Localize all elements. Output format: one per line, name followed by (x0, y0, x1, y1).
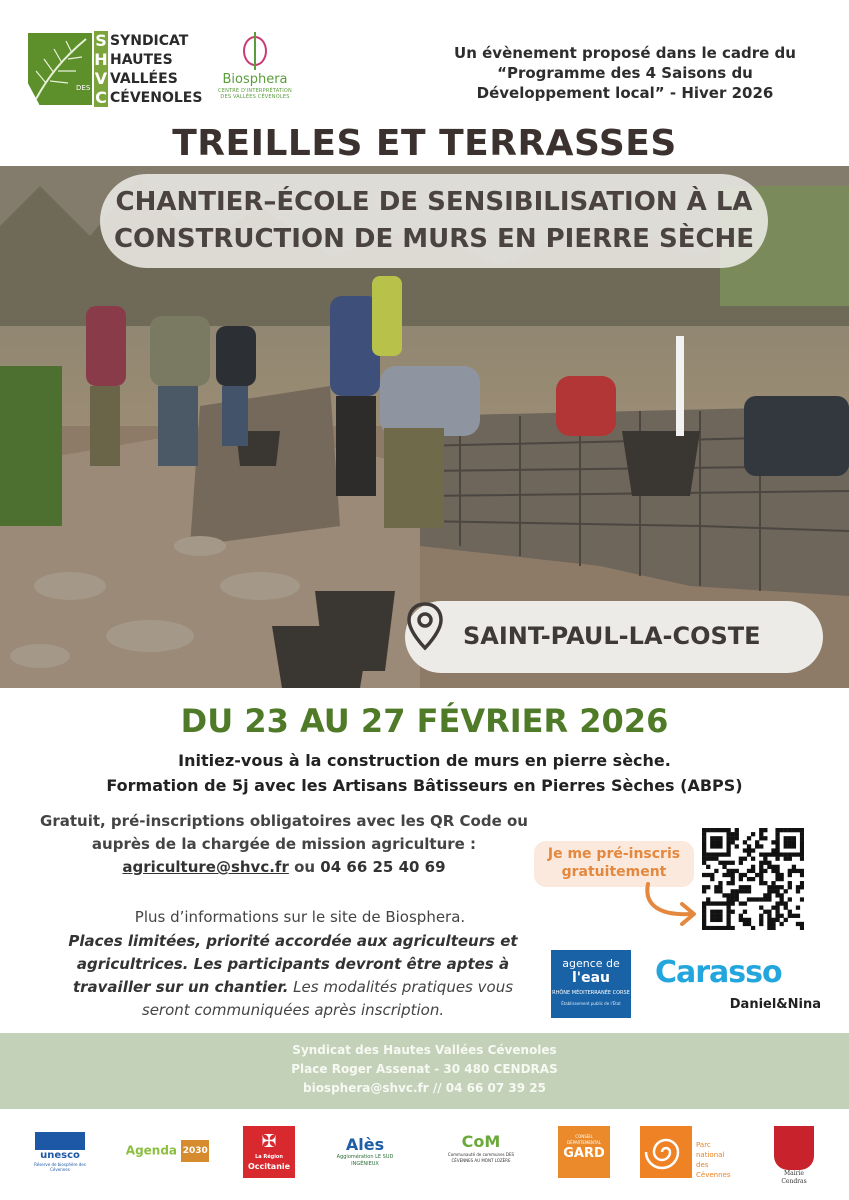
footer-org: Syndicat des Hautes Vallées Cévenoles (292, 1043, 557, 1057)
shvc-letter: V (94, 69, 108, 88)
comcom-name: CoM (461, 1132, 501, 1151)
gard-name: GARD (563, 1146, 605, 1161)
footer-address: Place Roger Assenat - 30 480 CENDRAS (291, 1062, 558, 1076)
shvc-word: SYNDICAT (110, 33, 189, 49)
map-pin-icon (405, 601, 445, 651)
biosphera-icon (240, 30, 270, 70)
agenda-badge: 2030 (181, 1140, 209, 1162)
intro-line: Initiez-vous à la construction de murs en pierre sèche. (178, 751, 671, 770)
ales-name: Alès (345, 1135, 385, 1154)
shvc-word: HAUTES (110, 52, 173, 68)
more-info: Plus d’informations sur le site de Biosphera. (134, 908, 466, 926)
shvc-letter: S (95, 31, 107, 50)
carasso-sub: Daniel&Nina (729, 997, 821, 1012)
agenda-name: Agenda (125, 1143, 178, 1158)
partner-logos (0, 1122, 849, 1186)
comcom-sub: Communauté de communes DES CÉVENNES AU MONT LOZÈRE (447, 1152, 515, 1163)
agence-line: l'eau (572, 970, 610, 986)
shvc-letters (94, 31, 108, 107)
places-italic: seront communiquées après inscription. (141, 1001, 445, 1019)
shvc-logo (28, 31, 203, 107)
occitanie-name: Occitanie (247, 1162, 291, 1171)
event-note (445, 43, 805, 103)
agence-de-leau-logo (551, 950, 631, 1018)
phone-number[interactable]: 04 66 25 40 69 (320, 858, 446, 876)
occitanie-pre: La Région (255, 1154, 283, 1160)
ales-agglomeration-logo (330, 1126, 400, 1178)
curved-arrow-icon (640, 882, 700, 926)
parc-national-cevennes-logo (640, 1126, 740, 1178)
biosphera-logo (210, 30, 300, 110)
pnc-line: Parc national (696, 1141, 725, 1159)
coat-of-arms-icon (774, 1126, 814, 1170)
subtitle-banner (100, 174, 768, 268)
qr-code-icon[interactable] (702, 828, 804, 930)
event-note-line: Développement local” - Hiver 2026 (476, 84, 774, 102)
shvc-word: CÉVENOLES (110, 90, 203, 106)
occitanie-logo (243, 1126, 295, 1178)
signup-callout-line: gratuitement (561, 864, 667, 880)
spiral-icon (640, 1126, 692, 1178)
biosphera-subtitle: CENTRE D'INTERPRÉTATION (218, 88, 292, 94)
carasso-name: Carasso (655, 955, 782, 990)
location-name: SAINT-PAUL-LA-COSTE (463, 622, 761, 650)
places-note (28, 930, 558, 1022)
registration-line: Gratuit, pré-inscriptions obligatoires avec les QR Code ou (40, 812, 528, 830)
unesco-logo (30, 1126, 90, 1178)
agenda-2030-logo (120, 1126, 215, 1178)
agence-line: Établissement public de l'État (561, 1001, 621, 1006)
mairie-cendras-logo (772, 1126, 816, 1185)
places-italic: Les modalités pratiques vous (288, 978, 514, 996)
event-note-line: Un évènement proposé dans le cadre du (454, 44, 796, 62)
unesco-name: unesco (40, 1150, 80, 1161)
registration-line: auprès de la chargée de mission agriculture : (91, 835, 477, 853)
email-joiner: ou (288, 858, 321, 876)
event-dates: DU 23 AU 27 FÉVRIER 2026 (180, 702, 669, 740)
shvc-letter: C (95, 88, 107, 107)
biosphera-name: Biosphera (222, 72, 288, 87)
occitan-cross-icon: ✠ (261, 1131, 277, 1152)
subtitle-line: CONSTRUCTION DE MURS EN PIERRE SÈCHE (113, 224, 755, 254)
worksite-photo (0, 166, 849, 688)
leaf-icon (28, 33, 92, 105)
agence-line: RHÔNE MÉDITERRANÉE CORSE (552, 990, 630, 996)
gard-logo (558, 1126, 610, 1178)
carasso-logo (655, 955, 825, 1019)
comcom-logo (438, 1126, 524, 1178)
unesco-sub: Réserve de biosphère des Cévennes (34, 1162, 86, 1172)
places-bold: agricultrices. Les participants devront être aptes à (76, 955, 510, 973)
event-note-line: “Programme des 4 Saisons du (497, 64, 753, 82)
mairie-name: Mairie Cendras (781, 1170, 807, 1185)
main-title: TREILLES ET TERRASSES (172, 123, 677, 164)
signup-callout (534, 841, 694, 887)
places-bold: travailler sur un chantier. (72, 978, 289, 996)
biosphera-subtitle: DES VALLÉES CÉVENOLES (220, 94, 290, 100)
agence-line: agence de (562, 957, 620, 970)
shvc-words (110, 32, 202, 108)
subtitle-line: CHANTIER–ÉCOLE DE SENSIBILISATION À LA (115, 187, 753, 217)
shvc-word: VALLÉES (110, 71, 178, 87)
footer-contact (0, 1033, 849, 1109)
location-badge (405, 601, 823, 673)
email-link[interactable]: agriculture@shvc.fr (122, 858, 289, 876)
footer-contact-line[interactable]: biosphera@shvc.fr // 04 66 07 39 25 (302, 1081, 547, 1095)
places-bold: Places limitées, priorité accordée aux agriculteurs et (68, 932, 518, 950)
ales-sub: Agglomération LE SUD INGÉNIEUX (336, 1154, 394, 1167)
registration-contact (20, 856, 548, 879)
gard-pre: CONSEIL DÉPARTEMENTAL (566, 1134, 602, 1145)
pnc-line: des Cévennes (696, 1161, 731, 1179)
registration-info (20, 810, 548, 879)
shvc-letter: H (94, 50, 108, 69)
shvc-des: DES (76, 84, 91, 92)
signup-callout-line: Je me pré-inscris (547, 846, 681, 862)
intro-line: Formation de 5j avec les Artisans Bâtisseurs en Pierres Sèches (ABPS) (106, 776, 743, 795)
